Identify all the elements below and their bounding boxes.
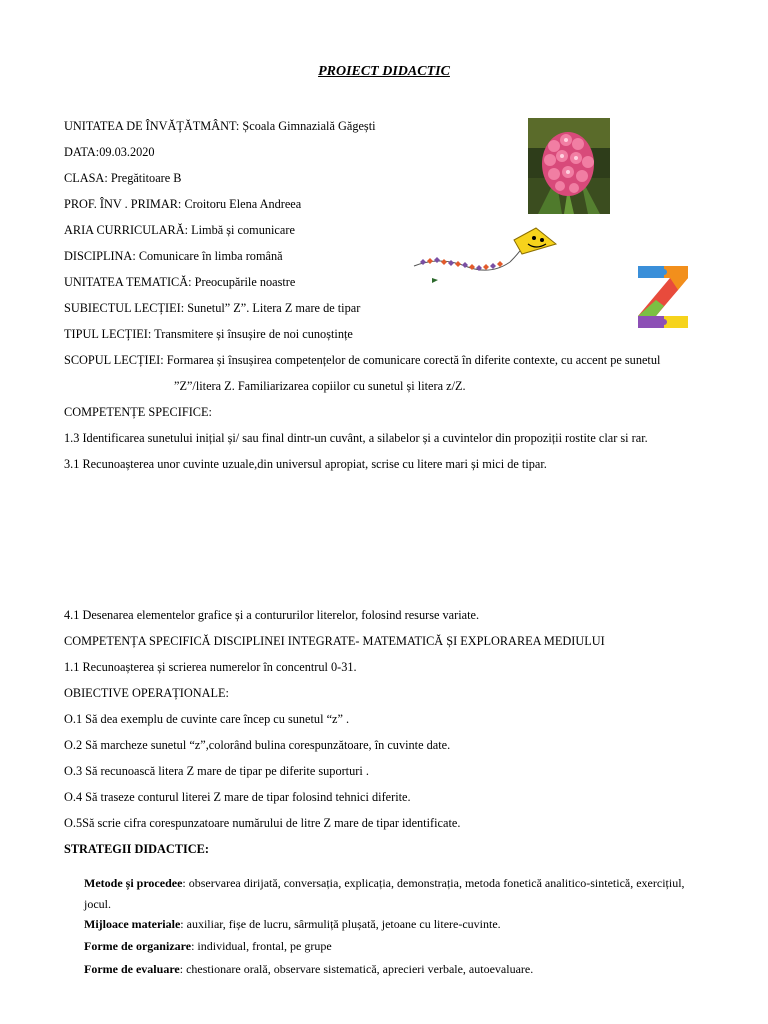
class-label: CLASA: bbox=[64, 171, 111, 185]
class-value: Pregătitoare B bbox=[110, 171, 182, 185]
objective-1: O.1 Să dea exemplu de cuvinte care încep cu sunetul “z” . bbox=[64, 712, 350, 726]
date-line bbox=[64, 144, 155, 160]
purpose-label: SCOPUL LECȚIEI: bbox=[64, 353, 167, 367]
methods-value: : observarea dirijată, conversația, explicația, demonstrația, metoda fonetică analitico-sintetică, exercițiul, jocul. bbox=[84, 876, 685, 911]
objective-4: O.4 Să traseze conturul literei Z mare de tipar folosind tehnici diferite. bbox=[64, 790, 411, 804]
date-value: 09.03.2020 bbox=[99, 145, 155, 159]
evaluation-item bbox=[84, 961, 533, 977]
materials-value: : auxiliar, fișe de lucru, sârmuliță plușată, jetoane cu litere-cuvinte. bbox=[180, 917, 501, 931]
objective-5: O.5Să scrie cifra corespunzatoare numărului de litre Z mare de tipar identificate. bbox=[64, 816, 461, 830]
document-title: PROIECT DIDACTIC bbox=[318, 64, 450, 79]
materials-item bbox=[84, 916, 501, 932]
objective-3: O.3 Să recunoască litera Z mare de tipar pe diferite suporturi . bbox=[64, 764, 369, 778]
purpose-line-2: ”Z”/litera Z. Familiarizarea copiilor cu sunetul și litera z/Z. bbox=[174, 379, 466, 393]
subject-value: Sunetul” Z”. Litera Z mare de tipar bbox=[187, 301, 361, 315]
puzzle-letter-z-image bbox=[634, 262, 692, 332]
curricular-area-line bbox=[64, 222, 295, 238]
materials-label: Mijloace materiale bbox=[84, 917, 181, 931]
teacher-label: PROF. ÎNV . PRIMAR: bbox=[64, 197, 185, 211]
school-line bbox=[64, 118, 376, 134]
discipline-value: Comunicare în limba română bbox=[138, 249, 283, 263]
competence-3-1: 3.1 Recunoașterea unor cuvinte uzuale,din universul apropiat, scrise cu litere mari și mici de tipar. bbox=[64, 457, 547, 471]
competence-1-1: 1.1 Recunoașterea și scrierea numerelor în concentrul 0-31. bbox=[64, 660, 357, 674]
date-label: DATA: bbox=[64, 145, 100, 159]
competence-4-1: 4.1 Desenarea elementelor grafice și a contururilor literelor, folosind resurse variate. bbox=[64, 608, 480, 622]
purpose-value: Formarea și însușirea competențelor de comunicare corectă în diferite contexte, cu accent pe sunetul bbox=[166, 353, 661, 367]
school-value: Școala Gimnazială Găgești bbox=[242, 119, 376, 133]
organization-value: : individual, frontal, pe grupe bbox=[191, 939, 332, 953]
curricular-area-value: Limbă și comunicare bbox=[191, 223, 295, 237]
theme-value: Preocupările noastre bbox=[194, 275, 296, 289]
methods-label: Metode și procedee bbox=[84, 876, 183, 890]
discipline-line bbox=[64, 248, 283, 264]
teacher-value: Croitoru Elena Andreea bbox=[184, 197, 302, 211]
curricular-area-label: ARIA CURRICULARĂ: bbox=[64, 223, 192, 237]
methods-item bbox=[84, 873, 704, 915]
class-line bbox=[64, 170, 182, 186]
teacher-line bbox=[64, 196, 301, 212]
lesson-type-line bbox=[64, 326, 353, 342]
purpose-line bbox=[64, 352, 660, 368]
evaluation-value: : chestionare orală, observare sistematică, aprecieri verbale, autoevaluare. bbox=[179, 962, 534, 976]
school-label: UNITATEA DE ÎNVĂȚĂTMÂNT: bbox=[64, 119, 243, 133]
competences-heading: COMPETENȚE SPECIFICE: bbox=[64, 405, 212, 419]
subject-line bbox=[64, 300, 360, 316]
hyacinth-flower-image bbox=[528, 118, 610, 214]
kite-image bbox=[410, 226, 560, 288]
organization-item bbox=[84, 938, 332, 954]
integrated-competence-heading: COMPETENȚA SPECIFICĂ DISCIPLINEI INTEGRATE- MATEMATICĂ ȘI EXPLORAREA MEDIULUI bbox=[64, 634, 605, 648]
evaluation-label: Forme de evaluare bbox=[84, 962, 180, 976]
strategies-heading: STRATEGII DIDACTICE: bbox=[64, 842, 209, 856]
competence-1-3: 1.3 Identificarea sunetului inițial și/ sau final dintr-un cuvânt, a silabelor și a cuvintelor din propoziții rostite clar si rar. bbox=[64, 431, 648, 445]
lesson-type-label: TIPUL LECȚIEI: bbox=[64, 327, 155, 341]
organization-label: Forme de organizare bbox=[84, 939, 192, 953]
objective-2: O.2 Să marcheze sunetul “z”,colorând bulina corespunzătoare, în cuvinte date. bbox=[64, 738, 451, 752]
discipline-label: DISCIPLINA: bbox=[64, 249, 139, 263]
theme-line bbox=[64, 274, 295, 290]
theme-label: UNITATEA TEMATICĂ: bbox=[64, 275, 195, 289]
lesson-type-value: Transmitere și însușire de noi cunoștințe bbox=[154, 327, 353, 341]
objectives-heading: OBIECTIVE OPERAȚIONALE: bbox=[64, 686, 229, 700]
subject-label: SUBIECTUL LECȚIEI: bbox=[64, 301, 188, 315]
